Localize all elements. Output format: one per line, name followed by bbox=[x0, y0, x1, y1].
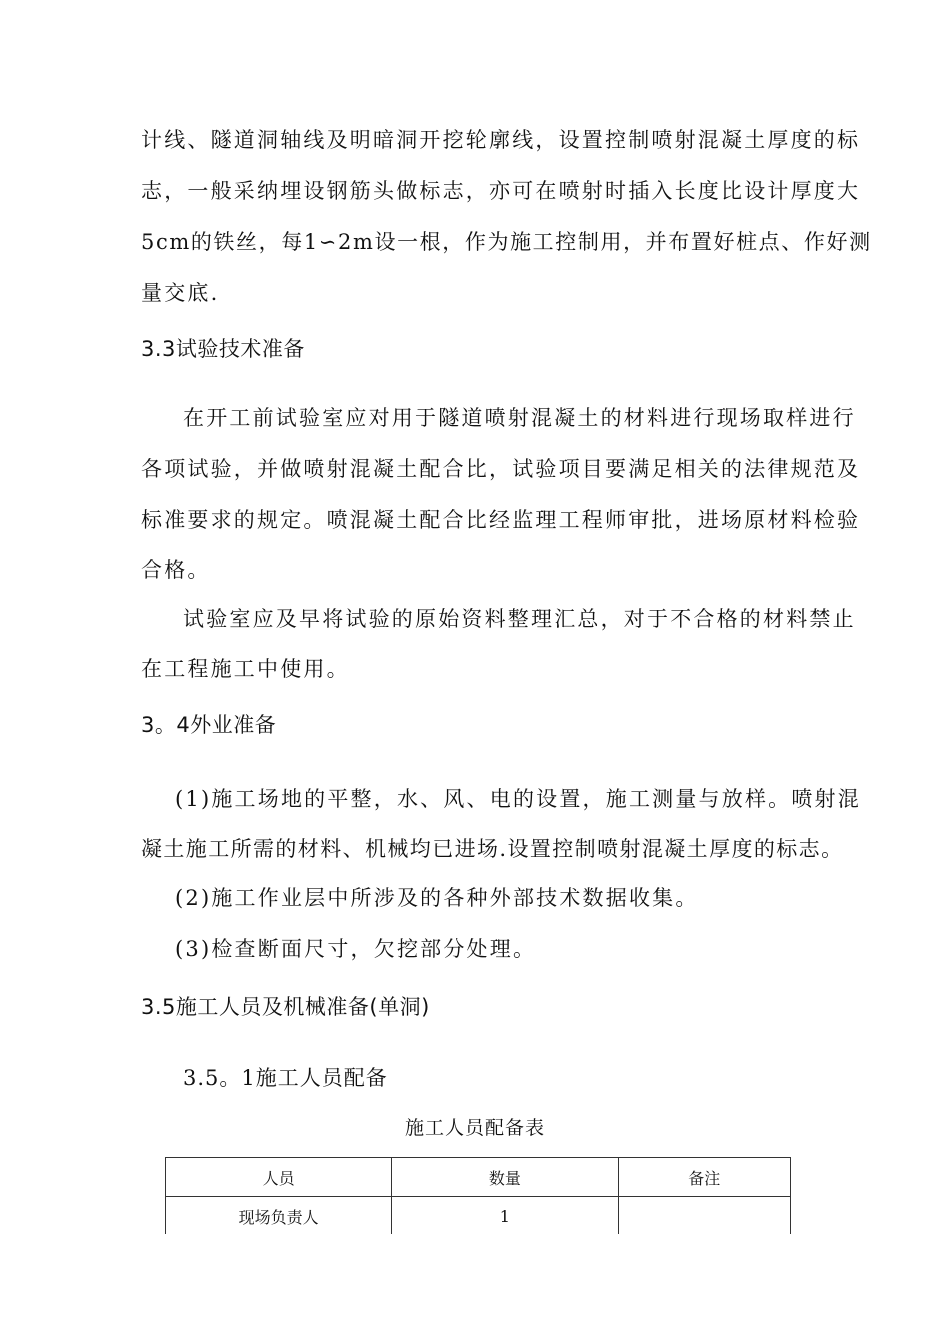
table-header-remarks: 备注 bbox=[618, 1158, 790, 1197]
paragraph-2-line-2: 各项试验，并做喷射混凝土配合比，试验项目要满足相关的法律规范及 bbox=[141, 457, 861, 481]
paragraph-1-line-4: 量交底. bbox=[141, 281, 220, 305]
paragraph-3-line-2: 在工程施工中使用。 bbox=[141, 657, 350, 681]
list-item-1-line-1: (1)施工场地的平整，水、风、电的设置，施工测量与放样。喷射混 bbox=[175, 787, 861, 811]
paragraph-1-line-3: 5cm的铁丝，每1∽2m设一根，作为施工控制用，并布置好桩点、作好测 bbox=[141, 230, 872, 254]
paragraph-2-line-1: 在开工前试验室应对用于隧道喷射混凝土的材料进行现场取样进行 bbox=[183, 406, 856, 430]
list-item-2: (2)施工作业层中所涉及的各种外部技术数据收集。 bbox=[175, 886, 699, 910]
table-cell-quantity: 1 bbox=[392, 1197, 618, 1236]
paragraph-1-line-2: 志，一般采纳埋设钢筋头做标志，亦可在喷射时插入长度比设计厚度大 bbox=[141, 179, 861, 203]
table-cell-personnel: 现场负责人 bbox=[166, 1197, 392, 1236]
paragraph-2-line-3: 标准要求的规定。喷混凝土配合比经监理工程师审批，进场原材料检验 bbox=[141, 508, 861, 532]
table-header-quantity: 数量 bbox=[392, 1158, 618, 1197]
list-item-3: (3)检查断面尺寸，欠挖部分处理。 bbox=[175, 937, 537, 961]
section-heading-3-3: 3.3试验技术准备 bbox=[141, 337, 305, 361]
section-heading-3-5: 3.5施工人员及机械准备(单洞) bbox=[141, 995, 430, 1019]
table-row bbox=[166, 1197, 791, 1236]
table-cell-remarks bbox=[618, 1197, 790, 1236]
table-caption: 施工人员配备表 bbox=[404, 1117, 545, 1139]
table-header-personnel: 人员 bbox=[166, 1158, 392, 1197]
subsection-heading-3-5-1: 3.5。1施工人员配备 bbox=[183, 1066, 388, 1090]
paragraph-1-line-1: 计线、隧道洞轴线及明暗洞开挖轮廓线，设置控制喷射混凝土厚度的标 bbox=[141, 128, 861, 152]
paragraph-2-line-4: 合格。 bbox=[141, 558, 211, 582]
list-item-1-line-2: 凝土施工所需的材料、机械均已进场.设置控制喷射混凝土厚度的标志。 bbox=[141, 837, 844, 861]
paragraph-3-line-1: 试验室应及早将试验的原始资料整理汇总，对于不合格的材料禁止 bbox=[183, 607, 856, 631]
section-heading-3-4: 3。4外业准备 bbox=[141, 713, 277, 737]
table-header-row bbox=[166, 1158, 791, 1197]
page-bottom-margin bbox=[0, 1234, 950, 1344]
